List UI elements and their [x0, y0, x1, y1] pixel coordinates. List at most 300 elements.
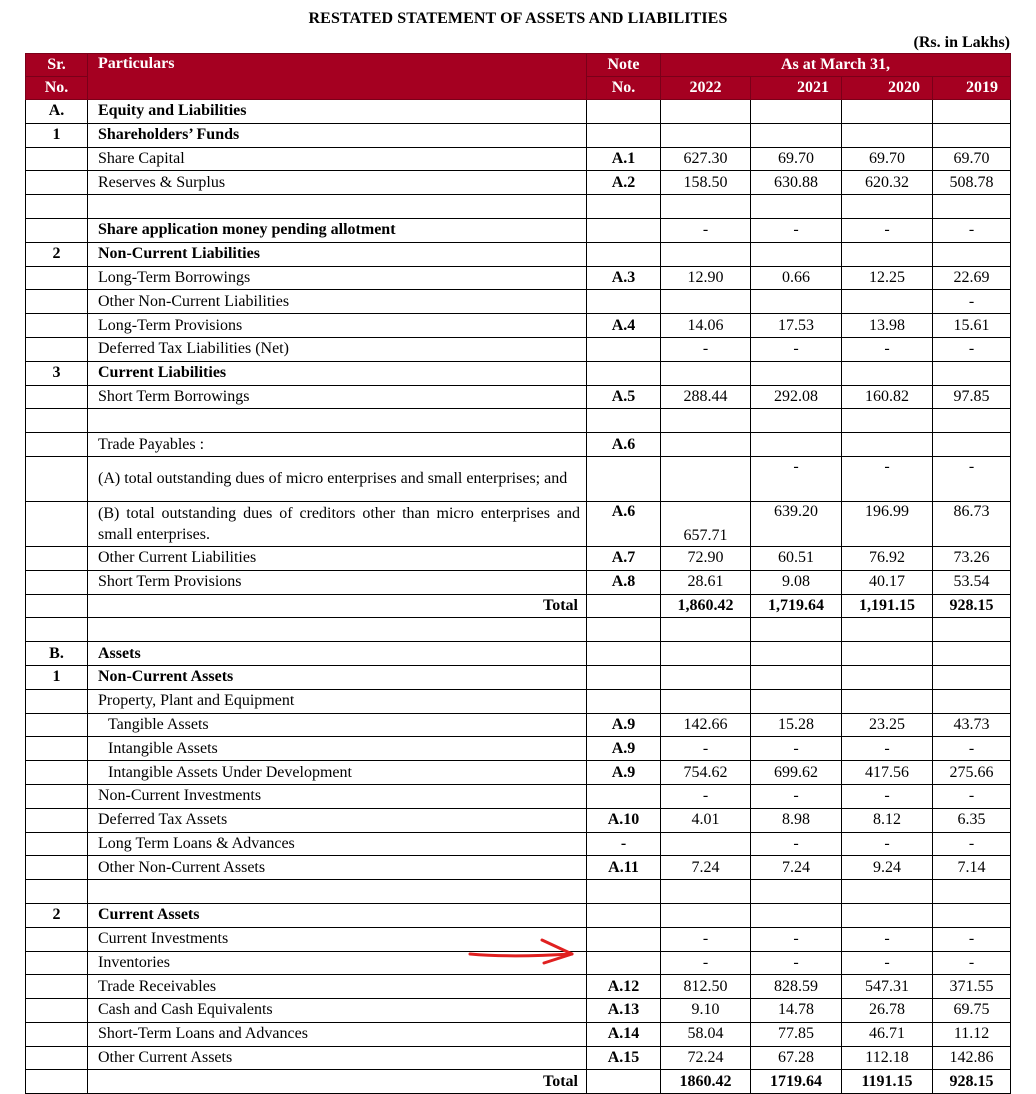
particulars-cell: Short Term Borrowings	[88, 385, 587, 409]
value-cell-2020: 196.99	[842, 501, 933, 546]
sr-no-cell	[26, 713, 88, 737]
value-cell-2022: -	[661, 737, 751, 761]
value-cell-2022: -	[661, 337, 751, 361]
value-cell-2022	[661, 195, 751, 219]
value-cell-2022	[661, 689, 751, 713]
note-no-cell: A.9	[587, 737, 661, 761]
particulars-cell: Deferred Tax Assets	[88, 808, 587, 832]
note-header-line2: No.	[587, 77, 661, 100]
table-row	[26, 361, 1011, 385]
particulars-cell: Property, Plant and Equipment	[88, 689, 587, 713]
note-no-cell	[587, 195, 661, 219]
sr-no-cell: 1	[26, 123, 88, 147]
year-header-2019: 2019	[933, 77, 1011, 100]
value-cell-2021	[751, 242, 842, 266]
sr-no-cell: 2	[26, 903, 88, 927]
particulars-cell: Long-Term Provisions	[88, 314, 587, 338]
particulars-cell: Current Liabilities	[88, 361, 587, 385]
note-no-cell: A.12	[587, 975, 661, 999]
value-cell-2019	[933, 618, 1011, 642]
value-cell-2022: 142.66	[661, 713, 751, 737]
table-row	[26, 1046, 1011, 1070]
particulars-cell: Trade Payables :	[88, 433, 587, 457]
value-cell-2021: 7.24	[751, 856, 842, 880]
table-row	[26, 242, 1011, 266]
table-row	[26, 665, 1011, 689]
value-cell-2019: 53.54	[933, 570, 1011, 594]
particulars-cell: Short-Term Loans and Advances	[88, 1022, 587, 1046]
sr-no-cell	[26, 856, 88, 880]
value-cell-2020: -	[842, 737, 933, 761]
value-cell-2019: -	[933, 832, 1011, 856]
note-no-cell	[587, 218, 661, 242]
particulars-cell: Other Non-Current Assets	[88, 856, 587, 880]
sr-no-cell: 1	[26, 665, 88, 689]
value-cell-2022: 1,860.42	[661, 594, 751, 618]
value-cell-2022: 72.24	[661, 1046, 751, 1070]
sr-no-cell	[26, 1046, 88, 1070]
value-cell-2022: 158.50	[661, 171, 751, 195]
value-cell-2019: 508.78	[933, 171, 1011, 195]
value-cell-2020: 9.24	[842, 856, 933, 880]
value-cell-2019: 6.35	[933, 808, 1011, 832]
value-cell-2019: 371.55	[933, 975, 1011, 999]
total-label: Total	[88, 1070, 587, 1094]
sr-no-cell	[26, 290, 88, 314]
value-cell-2022: 1860.42	[661, 1070, 751, 1094]
value-cell-2022: 657.71	[661, 501, 751, 546]
note-no-cell	[587, 642, 661, 666]
value-cell-2020: -	[842, 927, 933, 951]
value-cell-2020: 1191.15	[842, 1070, 933, 1094]
value-cell-2022	[661, 456, 751, 501]
as-at-header: As at March 31,	[661, 54, 1011, 77]
sr-no-cell: 2	[26, 242, 88, 266]
particulars-cell: Intangible Assets	[88, 737, 587, 761]
table-row	[26, 713, 1011, 737]
value-cell-2022: 754.62	[661, 761, 751, 785]
value-cell-2019: 15.61	[933, 314, 1011, 338]
value-cell-2020: 76.92	[842, 546, 933, 570]
particulars-cell: Assets	[88, 642, 587, 666]
sr-no-cell	[26, 385, 88, 409]
table-row	[26, 501, 1011, 546]
value-cell-2021: -	[751, 927, 842, 951]
value-cell-2021: -	[751, 951, 842, 975]
value-cell-2022: 627.30	[661, 147, 751, 171]
note-no-cell: -	[587, 832, 661, 856]
note-no-cell	[587, 880, 661, 904]
table-row	[26, 808, 1011, 832]
value-cell-2020	[842, 618, 933, 642]
value-cell-2021	[751, 880, 842, 904]
value-cell-2021	[751, 409, 842, 433]
value-cell-2019	[933, 409, 1011, 433]
value-cell-2020: -	[842, 951, 933, 975]
value-cell-2020	[842, 290, 933, 314]
sr-no-cell	[26, 594, 88, 618]
value-cell-2021: -	[751, 456, 842, 501]
value-cell-2021: 699.62	[751, 761, 842, 785]
value-cell-2020: 46.71	[842, 1022, 933, 1046]
table-row	[26, 433, 1011, 457]
value-cell-2021	[751, 100, 842, 124]
value-cell-2022: 288.44	[661, 385, 751, 409]
note-no-cell: A.10	[587, 808, 661, 832]
table-row	[26, 409, 1011, 433]
table-row	[26, 999, 1011, 1023]
value-cell-2020: 8.12	[842, 808, 933, 832]
value-cell-2021: -	[751, 784, 842, 808]
value-cell-2020: 1,191.15	[842, 594, 933, 618]
table-row	[26, 1070, 1011, 1094]
value-cell-2019: 43.73	[933, 713, 1011, 737]
sr-no-cell	[26, 570, 88, 594]
sr-header-line2: No.	[26, 77, 88, 100]
particulars-cell	[88, 880, 587, 904]
note-no-cell	[587, 242, 661, 266]
note-no-cell	[587, 290, 661, 314]
table-row	[26, 1022, 1011, 1046]
value-cell-2019: 69.70	[933, 147, 1011, 171]
table-row	[26, 832, 1011, 856]
note-no-cell: A.6	[587, 433, 661, 457]
sr-no-cell	[26, 880, 88, 904]
value-cell-2021: -	[751, 218, 842, 242]
sr-no-cell	[26, 409, 88, 433]
value-cell-2022	[661, 618, 751, 642]
particulars-cell: Non-Current Investments	[88, 784, 587, 808]
value-cell-2019: 69.75	[933, 999, 1011, 1023]
note-no-cell: A.3	[587, 266, 661, 290]
value-cell-2020	[842, 409, 933, 433]
table-row	[26, 100, 1011, 124]
sr-no-cell	[26, 761, 88, 785]
table-row	[26, 195, 1011, 219]
note-no-cell	[587, 618, 661, 642]
value-cell-2020: -	[842, 337, 933, 361]
note-no-cell: A.9	[587, 713, 661, 737]
sr-no-cell	[26, 456, 88, 501]
sr-no-cell	[26, 501, 88, 546]
value-cell-2021: 15.28	[751, 713, 842, 737]
value-cell-2019	[933, 123, 1011, 147]
value-cell-2019: -	[933, 784, 1011, 808]
value-cell-2021: 60.51	[751, 546, 842, 570]
value-cell-2022: 12.90	[661, 266, 751, 290]
table-row	[26, 570, 1011, 594]
note-no-cell: A.14	[587, 1022, 661, 1046]
note-no-cell: A.5	[587, 385, 661, 409]
sr-no-cell	[26, 337, 88, 361]
particulars-cell: Long Term Loans & Advances	[88, 832, 587, 856]
value-cell-2022	[661, 242, 751, 266]
table-row	[26, 456, 1011, 501]
note-no-cell	[587, 903, 661, 927]
particulars-cell: Other Non-Current Liabilities	[88, 290, 587, 314]
value-cell-2020	[842, 689, 933, 713]
particulars-cell: Share Capital	[88, 147, 587, 171]
value-cell-2020: -	[842, 456, 933, 501]
table-row	[26, 218, 1011, 242]
particulars-cell: Short Term Provisions	[88, 570, 587, 594]
value-cell-2021: 9.08	[751, 570, 842, 594]
value-cell-2019	[933, 689, 1011, 713]
value-cell-2020	[842, 880, 933, 904]
value-cell-2022: 58.04	[661, 1022, 751, 1046]
note-no-cell: A.2	[587, 171, 661, 195]
note-no-cell: A.6	[587, 501, 661, 546]
value-cell-2019	[933, 242, 1011, 266]
value-cell-2019: 928.15	[933, 594, 1011, 618]
value-cell-2020	[842, 100, 933, 124]
particulars-cell: Deferred Tax Liabilities (Net)	[88, 337, 587, 361]
value-cell-2021: 0.66	[751, 266, 842, 290]
value-cell-2021	[751, 665, 842, 689]
table-row	[26, 856, 1011, 880]
value-cell-2019: -	[933, 218, 1011, 242]
particulars-cell: (A) total outstanding dues of micro enterprises and small enterprises; and	[88, 456, 587, 501]
value-cell-2021: -	[751, 737, 842, 761]
note-header-line1: Note	[587, 54, 661, 77]
value-cell-2021: 1,719.64	[751, 594, 842, 618]
particulars-cell: Non-Current Liabilities	[88, 242, 587, 266]
value-cell-2022: 7.24	[661, 856, 751, 880]
value-cell-2020	[842, 433, 933, 457]
table-row	[26, 618, 1011, 642]
value-cell-2021	[751, 642, 842, 666]
value-cell-2022: -	[661, 218, 751, 242]
units-label: (Rs. in Lakhs)	[913, 34, 1010, 51]
particulars-cell: Other Current Liabilities	[88, 546, 587, 570]
value-cell-2021	[751, 361, 842, 385]
note-no-cell	[587, 100, 661, 124]
table-row	[26, 975, 1011, 999]
value-cell-2021	[751, 290, 842, 314]
value-cell-2019: 142.86	[933, 1046, 1011, 1070]
value-cell-2019: -	[933, 290, 1011, 314]
value-cell-2019	[933, 880, 1011, 904]
sr-no-cell	[26, 999, 88, 1023]
value-cell-2019: 97.85	[933, 385, 1011, 409]
value-cell-2020: 69.70	[842, 147, 933, 171]
note-no-cell: A.9	[587, 761, 661, 785]
note-no-cell	[587, 784, 661, 808]
value-cell-2019	[933, 361, 1011, 385]
value-cell-2020	[842, 903, 933, 927]
sr-no-cell	[26, 951, 88, 975]
value-cell-2022	[661, 665, 751, 689]
sr-no-cell	[26, 433, 88, 457]
value-cell-2020: 160.82	[842, 385, 933, 409]
value-cell-2020	[842, 195, 933, 219]
particulars-cell: Current Investments	[88, 927, 587, 951]
value-cell-2021: 8.98	[751, 808, 842, 832]
value-cell-2022	[661, 832, 751, 856]
value-cell-2019	[933, 642, 1011, 666]
value-cell-2020: 112.18	[842, 1046, 933, 1070]
particulars-cell: Tangible Assets	[88, 713, 587, 737]
sr-no-cell: B.	[26, 642, 88, 666]
year-header-2021: 2021	[751, 77, 842, 100]
value-cell-2022: -	[661, 927, 751, 951]
note-no-cell: A.4	[587, 314, 661, 338]
table-row	[26, 171, 1011, 195]
particulars-cell: Intangible Assets Under Development	[88, 761, 587, 785]
value-cell-2021: 630.88	[751, 171, 842, 195]
particulars-cell	[88, 409, 587, 433]
value-cell-2021: 828.59	[751, 975, 842, 999]
year-header-2020: 2020	[842, 77, 933, 100]
value-cell-2021: 77.85	[751, 1022, 842, 1046]
value-cell-2022	[661, 433, 751, 457]
value-cell-2019: 86.73	[933, 501, 1011, 546]
sr-no-cell	[26, 689, 88, 713]
particulars-cell: Cash and Cash Equivalents	[88, 999, 587, 1023]
table-row	[26, 546, 1011, 570]
value-cell-2022: -	[661, 951, 751, 975]
value-cell-2020: -	[842, 832, 933, 856]
value-cell-2020: 26.78	[842, 999, 933, 1023]
note-no-cell: A.8	[587, 570, 661, 594]
sr-no-cell	[26, 618, 88, 642]
particulars-cell: Non-Current Assets	[88, 665, 587, 689]
value-cell-2022: -	[661, 784, 751, 808]
value-cell-2019: 928.15	[933, 1070, 1011, 1094]
value-cell-2022: 14.06	[661, 314, 751, 338]
sr-no-cell	[26, 927, 88, 951]
particulars-cell: Reserves & Surplus	[88, 171, 587, 195]
note-no-cell	[587, 409, 661, 433]
value-cell-2021	[751, 689, 842, 713]
value-cell-2022	[661, 361, 751, 385]
sr-no-cell	[26, 171, 88, 195]
note-no-cell	[587, 927, 661, 951]
table-row	[26, 689, 1011, 713]
value-cell-2022	[661, 880, 751, 904]
value-cell-2020: 547.31	[842, 975, 933, 999]
particulars-cell	[88, 195, 587, 219]
value-cell-2021	[751, 433, 842, 457]
value-cell-2020	[842, 642, 933, 666]
value-cell-2021: -	[751, 337, 842, 361]
particulars-cell	[88, 618, 587, 642]
value-cell-2022: 9.10	[661, 999, 751, 1023]
particulars-header: Particulars	[88, 54, 587, 100]
note-no-cell	[587, 951, 661, 975]
note-no-cell: A.11	[587, 856, 661, 880]
value-cell-2020	[842, 361, 933, 385]
sr-no-cell	[26, 832, 88, 856]
table-row	[26, 761, 1011, 785]
value-cell-2021	[751, 123, 842, 147]
value-cell-2019: -	[933, 951, 1011, 975]
sr-no-cell	[26, 975, 88, 999]
sr-no-cell	[26, 737, 88, 761]
sr-no-cell	[26, 1070, 88, 1094]
table-row	[26, 737, 1011, 761]
value-cell-2022: 72.90	[661, 546, 751, 570]
note-no-cell	[587, 361, 661, 385]
note-no-cell: A.13	[587, 999, 661, 1023]
value-cell-2020: -	[842, 218, 933, 242]
value-cell-2020: 417.56	[842, 761, 933, 785]
value-cell-2021: 17.53	[751, 314, 842, 338]
particulars-cell: Trade Receivables	[88, 975, 587, 999]
particulars-cell: Equity and Liabilities	[88, 100, 587, 124]
value-cell-2019: 73.26	[933, 546, 1011, 570]
value-cell-2022: 812.50	[661, 975, 751, 999]
value-cell-2021: 69.70	[751, 147, 842, 171]
note-no-cell	[587, 594, 661, 618]
value-cell-2020	[842, 123, 933, 147]
particulars-cell: Current Assets	[88, 903, 587, 927]
document-title: RESTATED STATEMENT OF ASSETS AND LIABILITIES	[308, 10, 728, 27]
table-row	[26, 594, 1011, 618]
note-no-cell: A.1	[587, 147, 661, 171]
table-row	[26, 385, 1011, 409]
value-cell-2021: 14.78	[751, 999, 842, 1023]
sr-no-cell	[26, 218, 88, 242]
note-no-cell	[587, 337, 661, 361]
table-row	[26, 290, 1011, 314]
sr-header-line1: Sr.	[26, 54, 88, 77]
value-cell-2019	[933, 100, 1011, 124]
particulars-cell: (B) total outstanding dues of creditors other than micro enterprises and small enterprises.	[88, 501, 587, 546]
table-header	[26, 54, 1011, 100]
particulars-cell: Shareholders’ Funds	[88, 123, 587, 147]
particulars-cell: Other Current Assets	[88, 1046, 587, 1070]
value-cell-2019: -	[933, 337, 1011, 361]
value-cell-2022	[661, 409, 751, 433]
value-cell-2019: -	[933, 737, 1011, 761]
value-cell-2020: 12.25	[842, 266, 933, 290]
table-row	[26, 147, 1011, 171]
table-row	[26, 880, 1011, 904]
particulars-cell: Long-Term Borrowings	[88, 266, 587, 290]
table-row	[26, 903, 1011, 927]
value-cell-2020	[842, 242, 933, 266]
value-cell-2020: -	[842, 784, 933, 808]
value-cell-2019: 11.12	[933, 1022, 1011, 1046]
value-cell-2022	[661, 123, 751, 147]
total-label: Total	[88, 594, 587, 618]
value-cell-2022: 4.01	[661, 808, 751, 832]
value-cell-2019: 275.66	[933, 761, 1011, 785]
value-cell-2022	[661, 290, 751, 314]
note-no-cell	[587, 1070, 661, 1094]
note-no-cell: A.7	[587, 546, 661, 570]
table-row	[26, 784, 1011, 808]
year-header-2022: 2022	[661, 77, 751, 100]
table-row	[26, 642, 1011, 666]
note-no-cell	[587, 665, 661, 689]
value-cell-2021: 639.20	[751, 501, 842, 546]
value-cell-2019	[933, 195, 1011, 219]
value-cell-2019	[933, 433, 1011, 457]
sr-no-cell	[26, 784, 88, 808]
value-cell-2021: -	[751, 832, 842, 856]
note-no-cell	[587, 123, 661, 147]
red-arrow-annotation	[468, 935, 578, 965]
value-cell-2021: 292.08	[751, 385, 842, 409]
value-cell-2020: 13.98	[842, 314, 933, 338]
value-cell-2019	[933, 903, 1011, 927]
sr-no-cell	[26, 266, 88, 290]
value-cell-2019: -	[933, 927, 1011, 951]
note-no-cell: A.15	[587, 1046, 661, 1070]
value-cell-2021	[751, 903, 842, 927]
